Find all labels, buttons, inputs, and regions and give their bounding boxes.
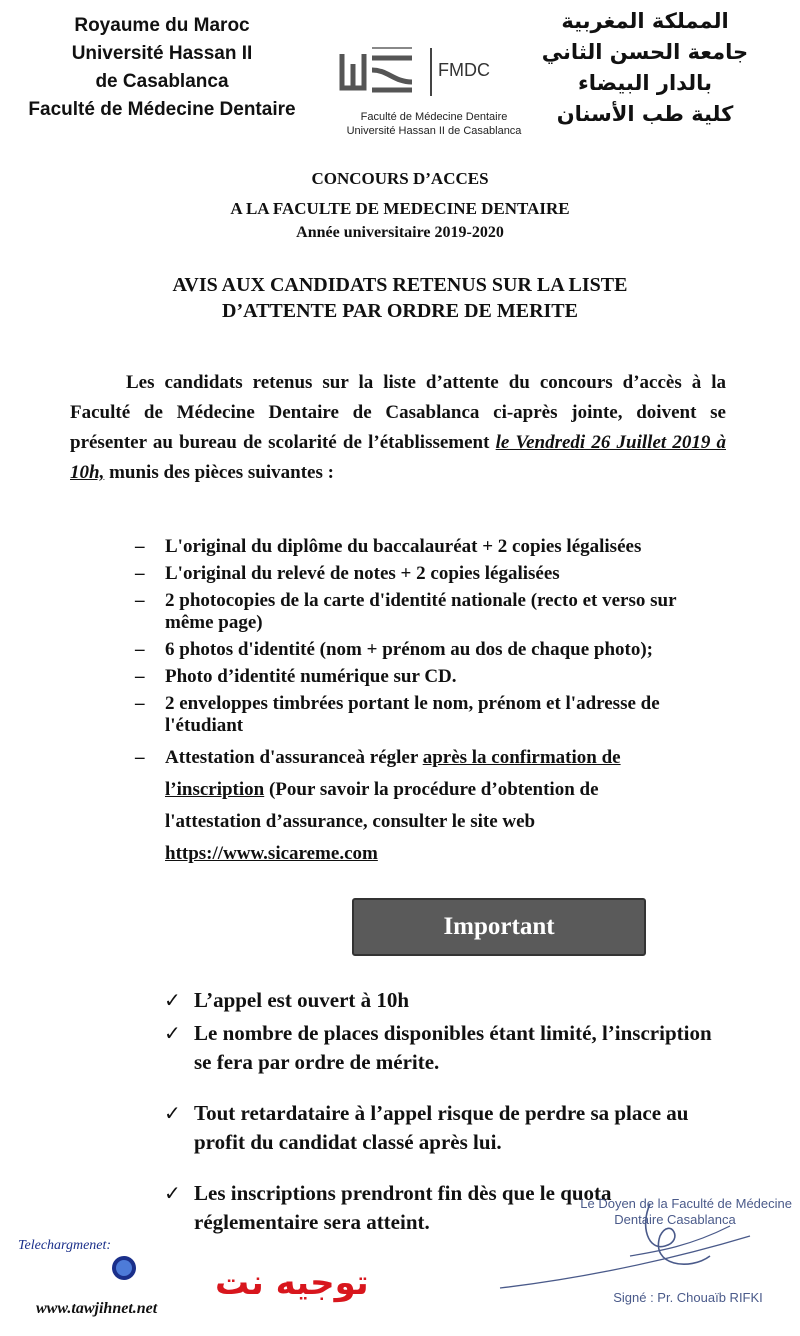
title-academic-year: Année universitaire 2019-2020 bbox=[296, 224, 504, 241]
dean-signed-name: Signé : Pr. Chouaïb RIFKI bbox=[613, 1290, 763, 1305]
list-item bbox=[135, 666, 695, 688]
dash-bullet: – bbox=[135, 639, 145, 660]
logo-subtitle-line-2: Université Hassan II de Casablanca bbox=[346, 125, 522, 137]
tawjihnet-logo-icon bbox=[20, 1254, 369, 1303]
dash-bullet: – bbox=[135, 563, 145, 584]
header-arabic-line: بالدار البيضاء bbox=[578, 71, 712, 95]
header-arabic-line: المملكة المغربية bbox=[561, 9, 729, 33]
list-item-text: L'original du relevé de notes + 2 copies légalisées bbox=[165, 563, 560, 584]
list-item-text: 2 enveloppes timbrées portant le nom, prénom et l'adresse de l'étudiant bbox=[165, 693, 660, 736]
list-item-text: Photo d’identité numérique sur CD. bbox=[165, 666, 457, 687]
watermark-logo-text: توجيه نت bbox=[215, 1263, 369, 1303]
list-item bbox=[135, 536, 695, 558]
header-arabic-block bbox=[530, 6, 760, 130]
check-item-text: L’appel est ouvert à 10h bbox=[194, 988, 410, 1012]
check-item-text: Tout retardataire à l’appel risque de perdre sa place au profit du candidat classé après lui. bbox=[194, 1101, 689, 1154]
checkmark-icon: ✓ bbox=[164, 1181, 181, 1205]
list-item-text: 6 photos d'identité (nom + prénom au dos de chaque photo); bbox=[165, 639, 653, 660]
list-item-text: 2 photocopies de la carte d'identité nationale (recto et verso sur même page) bbox=[165, 590, 677, 633]
logo-subtitle bbox=[334, 110, 534, 138]
list-item bbox=[135, 639, 695, 661]
insurance-prefix: Attestation d'assuranceà régler bbox=[165, 747, 418, 768]
dash-bullet: – bbox=[135, 590, 145, 611]
list-item bbox=[135, 590, 695, 634]
check-item-text: Le nombre de places disponibles étant limité, l’inscription se fera par ordre de mérite. bbox=[194, 1021, 712, 1074]
header-arabic-line: جامعة الحسن الثاني bbox=[541, 40, 749, 64]
dean-title-line-2: Dentaire Casablanca bbox=[614, 1212, 736, 1227]
sicareme-link[interactable]: https://www.sicareme.com bbox=[165, 843, 378, 864]
notice-title-line-2: D’ATTENTE PAR ORDRE DE MERITE bbox=[222, 300, 578, 322]
checkmark-icon: ✓ bbox=[164, 1021, 181, 1045]
dash-bullet: – bbox=[135, 666, 145, 687]
check-item-text: Les inscriptions prendront fin dès que le quota réglementaire sera atteint. bbox=[194, 1181, 612, 1234]
dash-bullet: – bbox=[135, 536, 145, 557]
fmdc-emblem-icon bbox=[338, 48, 420, 96]
list-item-insurance bbox=[135, 742, 695, 870]
title-concours: CONCOURS D’ACCES bbox=[311, 169, 489, 188]
header-arabic-line: كلية طب الأسنان bbox=[556, 102, 734, 126]
required-documents-list bbox=[135, 536, 695, 875]
watermark-site[interactable]: www.tawjihnet.net bbox=[36, 1300, 158, 1317]
checkmark-icon: ✓ bbox=[164, 988, 181, 1012]
check-item bbox=[160, 1019, 730, 1077]
logo-abbreviation: FMDC bbox=[438, 60, 490, 80]
intro-paragraph bbox=[70, 368, 726, 488]
appointment-date: le Vendredi 26 Juillet 2019 à 10h, bbox=[70, 432, 727, 483]
insurance-procedure: (Pour savoir la procédure d’obtention de l'attestation d’assurance, consulter le site web bbox=[165, 779, 599, 832]
list-item-text: L'original du diplôme du baccalauréat + 2 copies légalisées bbox=[165, 536, 642, 557]
notice-title-line-1: AVIS AUX CANDIDATS RETENUS SUR LA LISTE bbox=[172, 274, 628, 296]
intro-text: Les candidats retenus sur la liste d’attente du concours d’accès à la Faculté de Médecine Dentaire de Casablanca ci-après jointe, doivent se présenter au bureau de scolarité de l’établissement bbox=[70, 372, 726, 453]
intro-outro: munis des pièces suivantes : bbox=[109, 462, 334, 483]
header-french-block bbox=[12, 12, 312, 124]
check-item bbox=[160, 1099, 730, 1157]
list-item bbox=[135, 693, 695, 737]
logo-separator bbox=[430, 48, 432, 96]
header-french-line: Royaume du Maroc bbox=[74, 15, 250, 36]
logo-subtitle-line-1: Faculté de Médecine Dentaire bbox=[360, 111, 508, 123]
checkmark-icon: ✓ bbox=[164, 1101, 181, 1125]
dash-bullet: – bbox=[135, 693, 145, 714]
header-french-line: de Casablanca bbox=[95, 71, 229, 92]
check-item bbox=[160, 986, 730, 1015]
dash-bullet: – bbox=[135, 747, 145, 768]
important-banner: Important bbox=[352, 898, 646, 956]
title-faculty: A LA FACULTE DE MEDECINE DENTAIRE bbox=[230, 199, 570, 218]
dean-title-line-1: Le Doyen de la Faculté de Médecine bbox=[580, 1196, 792, 1211]
university-logo bbox=[334, 40, 534, 140]
header-french-line: Université Hassan II bbox=[71, 43, 253, 64]
header-french-line: Faculté de Médecine Dentaire bbox=[28, 99, 296, 120]
list-item bbox=[135, 563, 695, 585]
watermark-label: Telechargmenet: bbox=[18, 1238, 112, 1253]
insurance-underlined-condition: après la confirmation de l’inscription bbox=[165, 747, 621, 800]
